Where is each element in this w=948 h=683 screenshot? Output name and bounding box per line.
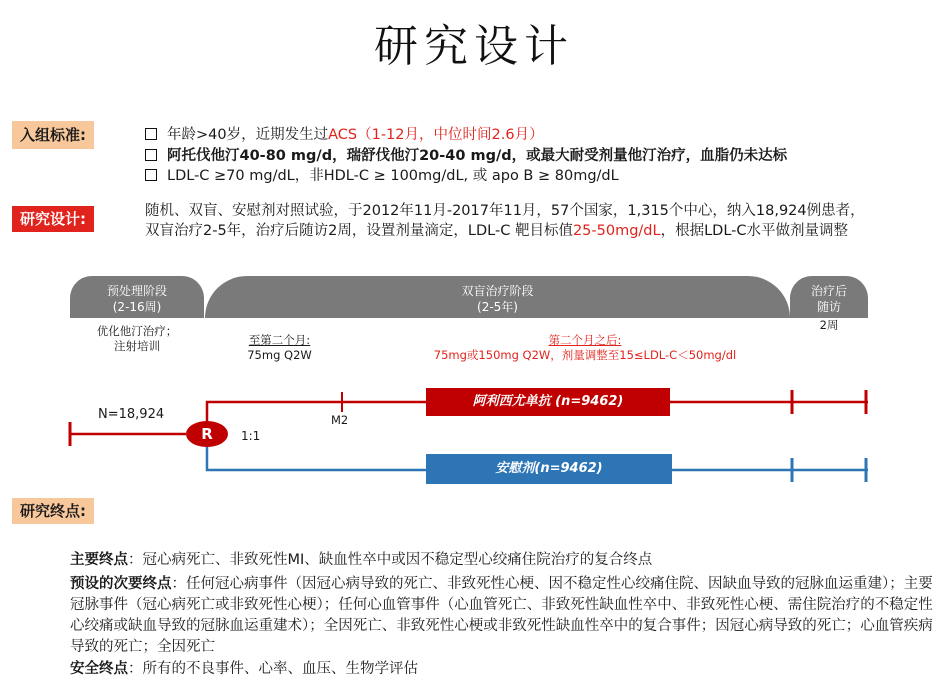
phase-double-blind (205, 276, 790, 318)
run-in-note-2: 注射培训 (114, 339, 160, 353)
inclusion-item-2 (145, 146, 787, 166)
dosing-after-dose: 75mg或150mg Q2W，剂量调整至15≤LDL-C＜50mg/dl (433, 348, 737, 362)
safety-endpoint-label: 安全终点 (70, 661, 128, 677)
phase-run-in-title: 预处理阶段 (106, 284, 167, 298)
endpoints-label: 研究终点: (12, 498, 94, 524)
inclusion-item-3-text: LDL-C ≥70 mg/dL，非HDL-C ≥ 100mg/dL, 或 apo B ≥ 80mg/dL (167, 168, 619, 184)
secondary-endpoint (70, 574, 940, 658)
design-description (145, 201, 865, 241)
primary-endpoint-text: ：冠心病死亡、非致死性MI、缺血性卒中或因不稳定型心绞痛住院治疗的复合终点 (128, 552, 653, 568)
inclusion-item-1-prefix: 年龄>40岁，近期发生过 (167, 127, 329, 143)
phase-follow-up (790, 276, 868, 318)
secondary-endpoint-text: ：任何冠心病事件（因冠心病导致的死亡、非致死性心梗、因不稳定性心绞痛住院、因缺血导致的冠脉血运重建）；主要冠脉事件（冠心病死亡或非致死性心梗）；任何心血管事件（心血管死亡、非致死性缺血性卒中、非致死性心梗、需住院治疗的不稳定性心绞痛或缺血导致的冠脉血运重建术）；全因死亡、非致死性心梗或非致死性缺血性卒中的复合事件；因冠心病导致的死亡；心血管疾病导致的死亡；全因死亡 (70, 576, 933, 655)
dosing-first-heading: 至第二个月: (248, 333, 311, 347)
phase-follow-up-title-2: 随访 (816, 300, 841, 314)
secondary-endpoint-label: 预设的次要终点 (70, 576, 172, 592)
design-text-a: 随机、双盲、安慰剂对照试验，于2012年11月-2017年11月，57个国家，1,315个中心，纳入18,924例患者，双盲治疗2-5年，治疗后随访2周，设置剂量滴定，LDL-C 靶目标值 (145, 203, 865, 239)
page-title: 研究设计 (374, 21, 574, 72)
m2-label: M2 (331, 413, 349, 427)
phase-double-blind-duration: (2-5年) (477, 300, 518, 314)
dosing-after (410, 333, 760, 363)
inclusion-label: 入组标准: (12, 121, 94, 149)
follow-up-duration: 2周 (819, 318, 839, 332)
run-in-note-1: 优化他汀治疗； (96, 324, 178, 338)
inclusion-item-2-text: 阿托伐他汀40-80 mg/d，瑞舒伐他汀20-40 mg/d，或最大耐受剂量他汀治疗，血脂仍未达标 (167, 148, 788, 164)
checkbox-icon (145, 149, 157, 161)
primary-endpoint-label: 主要终点 (70, 552, 128, 568)
dosing-first-dose: 75mg Q2W (247, 348, 312, 362)
run-in-notes (70, 324, 204, 354)
design-text-highlight: 25-50mg/dL (572, 223, 661, 239)
phase-double-blind-title: 双盲治疗阶段 (461, 284, 534, 298)
dosing-after-heading: 第二个月之后: (548, 333, 622, 347)
checkbox-icon (145, 169, 157, 181)
randomization-r: R (201, 425, 213, 443)
phase-follow-up-title-1: 治疗后 (810, 284, 847, 298)
safety-endpoint (70, 659, 940, 680)
design-label: 研究设计: (12, 206, 94, 232)
inclusion-item-1-highlight: ACS（1-12月，中位时间2.6月） (328, 127, 544, 143)
design-text-b: ，根据LDL-C水平做剂量调整 (660, 223, 849, 239)
phase-run-in-duration: (2-16周) (112, 300, 162, 314)
safety-endpoint-text: ：所有的不良事件、心率、血压、生物学评估 (128, 661, 418, 677)
arm-placebo-box: 安慰剂(n=9462) (426, 454, 672, 484)
checkbox-icon (145, 128, 157, 140)
ratio: 1:1 (241, 429, 261, 443)
arm-active-box: 阿利西尤单抗 (n=9462) (426, 388, 670, 416)
inclusion-item-1 (145, 125, 544, 145)
phase-run-in (70, 276, 204, 318)
inclusion-item-3 (145, 166, 619, 186)
primary-endpoint (70, 550, 940, 571)
n-total: N=18,924 (98, 407, 165, 422)
dosing-first (232, 333, 327, 363)
